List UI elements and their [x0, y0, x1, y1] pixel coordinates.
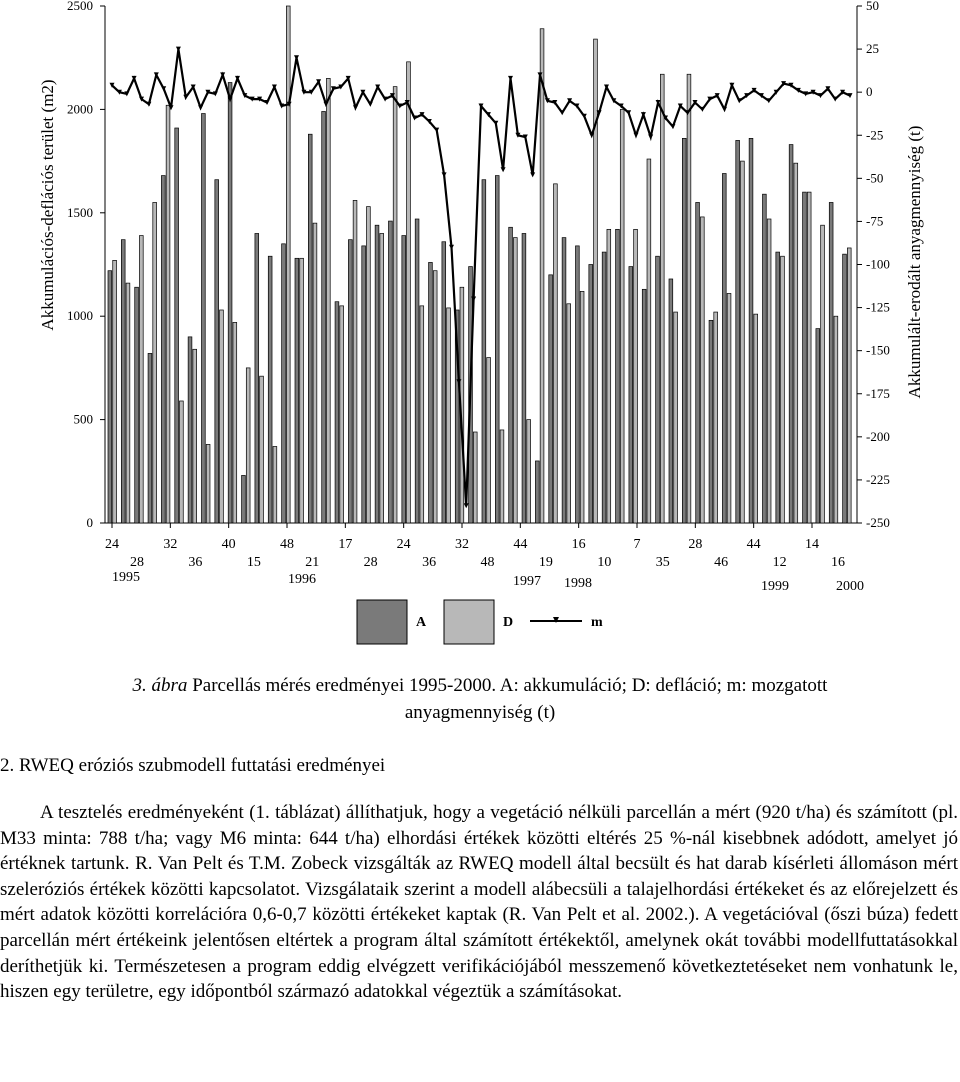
series-m-point	[508, 76, 513, 81]
y-right-tick-label: -50	[866, 170, 884, 186]
bar-d	[847, 248, 851, 523]
bar-a	[549, 275, 553, 523]
x-tick-label-row2: 10	[597, 555, 612, 570]
x-tick-label-row2: 15	[246, 555, 261, 570]
bar-a	[696, 202, 700, 523]
bar-d	[660, 74, 664, 523]
bar-d	[180, 401, 184, 523]
bar-a	[135, 287, 139, 523]
body-paragraph	[0, 800, 958, 1005]
bar-d	[233, 322, 237, 523]
year-label: 1995	[112, 570, 140, 585]
bar-a	[282, 244, 286, 523]
bar-a	[576, 246, 580, 523]
year-label: 1997	[513, 574, 541, 589]
bar-d	[220, 310, 224, 523]
bar-a	[215, 180, 219, 523]
bar-a	[308, 134, 312, 523]
bar-d	[554, 184, 558, 523]
bar-a	[749, 138, 753, 523]
y-right-tick-label: 25	[866, 41, 879, 57]
bar-a	[442, 242, 446, 523]
x-tick-label: 32	[455, 537, 469, 552]
bar-a	[616, 229, 620, 523]
bar-a	[295, 258, 299, 523]
series-m-point	[722, 107, 727, 112]
bar-a	[776, 252, 780, 523]
series-m-point	[442, 172, 447, 177]
series-m-point	[626, 110, 631, 115]
bar-a	[148, 353, 152, 523]
bar-a	[389, 221, 393, 523]
bar-a	[335, 302, 339, 523]
series-m-point	[700, 107, 705, 112]
x-tick-label-row2: 21	[305, 555, 320, 570]
bar-d	[300, 258, 304, 523]
year-label: 2000	[836, 579, 864, 594]
x-tick-label-row2: 36	[422, 555, 437, 570]
x-tick-label-row2: 28	[363, 555, 378, 570]
bar-d	[807, 192, 811, 523]
bar-d	[166, 105, 170, 523]
bar-d	[353, 200, 357, 523]
year-label: 1999	[761, 579, 789, 594]
x-tick-label-row2: 16	[831, 555, 845, 570]
bar-a	[402, 236, 406, 523]
x-tick-label: 28	[688, 537, 703, 552]
bar-d	[126, 283, 130, 523]
series-m-point	[493, 121, 498, 126]
y-right-tick-label: -175	[866, 385, 890, 401]
bar-a	[589, 265, 593, 524]
year-label: 1998	[564, 576, 592, 591]
bar-a	[255, 233, 259, 523]
series-m-point	[176, 47, 181, 52]
bar-d	[567, 304, 571, 523]
bar-d	[727, 293, 731, 523]
bar-a	[161, 176, 165, 523]
bar-d	[420, 306, 424, 523]
bar-a	[509, 227, 513, 523]
x-tick-label: 24	[396, 537, 411, 552]
bar-d	[153, 202, 157, 523]
bar-d	[487, 358, 491, 523]
bar-a	[495, 176, 499, 523]
bar-a	[121, 240, 125, 523]
x-tick-label-row2: 19	[538, 555, 553, 570]
x-tick-label-row2: 46	[714, 555, 729, 570]
y-right-tick-label: 50	[866, 0, 879, 13]
bar-d	[834, 316, 838, 523]
x-tick-label-row2: 12	[772, 555, 787, 570]
bar-d	[286, 6, 290, 523]
y-left-tick-label: 0	[86, 515, 93, 530]
series-m-point	[833, 97, 838, 102]
y-right-tick-label: -200	[866, 428, 890, 444]
series-m-point	[183, 95, 188, 100]
y-right-tick-label: -25	[866, 127, 884, 143]
y-right-tick-label: -225	[866, 471, 890, 487]
bar-a	[669, 279, 673, 523]
figure-label: 3. ábra	[132, 675, 188, 696]
bar-a	[629, 267, 633, 523]
legend-swatch-d	[444, 600, 494, 644]
bar-d	[246, 368, 250, 523]
bar-a	[709, 320, 713, 523]
bar-d	[500, 430, 504, 523]
bar-a	[375, 225, 379, 523]
bar-d	[674, 312, 678, 523]
bar-a	[482, 180, 486, 523]
bar-d	[206, 444, 210, 523]
series-m-point	[449, 245, 454, 250]
bar-a	[202, 114, 206, 523]
x-tick-label-row2: 48	[480, 555, 495, 570]
series-m-point	[634, 133, 639, 138]
bar-a	[722, 174, 726, 523]
series-m-point	[670, 124, 675, 129]
bar-a	[175, 128, 179, 523]
bar-a	[682, 138, 686, 523]
bar-a	[535, 461, 539, 523]
y-right-tick-label: -125	[866, 299, 890, 315]
bar-d	[607, 229, 611, 523]
bar-d	[714, 312, 718, 523]
section-heading: 2. RWEQ eróziós szubmodell futtatási eredményei	[0, 755, 386, 776]
bar-a	[736, 140, 740, 523]
y-left-tick-label: 500	[73, 411, 93, 427]
series-m-point	[501, 167, 506, 172]
series-m-point	[353, 105, 358, 110]
bar-d	[326, 78, 330, 523]
legend-swatch-a	[357, 600, 407, 644]
bar-d	[113, 260, 117, 523]
bar-d	[393, 87, 397, 523]
bar-a	[188, 337, 192, 523]
x-tick-label: 44	[513, 537, 528, 552]
y-left-tick-label: 2000	[67, 101, 93, 117]
bar-d	[193, 349, 197, 523]
y-right-tick-label: -250	[866, 515, 890, 530]
bar-d	[433, 271, 437, 523]
bar-a	[763, 194, 767, 523]
y-left-tick-label: 1000	[67, 308, 93, 324]
bar-d	[407, 62, 411, 523]
x-tick-label: 40	[221, 537, 236, 552]
bar-a	[415, 219, 419, 523]
legend	[357, 600, 603, 644]
y-left-tick-label: 1500	[67, 204, 93, 220]
bar-a	[242, 475, 246, 523]
bar-d	[273, 446, 277, 523]
series-m-point	[294, 55, 299, 60]
x-tick-label-row2: 35	[655, 555, 670, 570]
bar-a	[602, 252, 606, 523]
x-tick-label: 14	[805, 537, 819, 552]
bar-d	[313, 223, 317, 523]
series-m-point	[434, 128, 439, 133]
bar-d	[580, 291, 584, 523]
series-m-point	[648, 135, 653, 140]
bar-d	[821, 225, 825, 523]
year-label: 1996	[288, 572, 316, 587]
bar-d	[473, 432, 477, 523]
bar-d	[340, 306, 344, 523]
bar-d	[527, 420, 531, 523]
bar-d	[794, 163, 798, 523]
bar-a	[108, 271, 112, 523]
x-tick-label: 24	[105, 537, 119, 552]
bar-a	[362, 246, 366, 523]
bar-a	[522, 233, 526, 523]
y-right-tick-label: -150	[866, 342, 890, 358]
bar-a	[322, 111, 326, 523]
bar-a	[348, 240, 352, 523]
bar-d	[754, 314, 758, 523]
y-right-tick-label: -100	[866, 256, 890, 272]
y-right-tick-label: 0	[866, 84, 873, 100]
x-tick-label: 17	[338, 537, 353, 552]
series-m-point	[198, 105, 203, 110]
bar-a	[789, 145, 793, 523]
series-m-point	[368, 102, 373, 107]
bar-a	[829, 202, 833, 523]
bar-a	[642, 289, 646, 523]
bar-d	[513, 238, 517, 523]
x-tick-label-row2: 28	[130, 555, 144, 570]
bar-d	[367, 207, 371, 523]
legend-label-m: m	[591, 615, 603, 630]
bar-a	[816, 329, 820, 523]
bar-d	[260, 376, 264, 523]
bar-d	[620, 109, 624, 523]
bar-a	[268, 256, 272, 523]
series-m-point	[464, 503, 469, 508]
bar-a	[562, 238, 566, 523]
bar-d	[767, 219, 771, 523]
figure-caption-text: Parcellás mérés eredményei 1995-2000. A: akkumuláció; D: defláció; m: mozgatott anyagmennyiség (t)	[187, 675, 828, 723]
x-tick-label: 32	[163, 537, 178, 552]
y-left-axis-title: Akkumulációs-deflációs terület (m2)	[38, 79, 57, 331]
bar-a	[656, 256, 660, 523]
bar-d	[540, 29, 544, 523]
bar-a	[429, 262, 433, 523]
x-tick-label: 16	[571, 537, 586, 552]
bar-d	[700, 217, 704, 523]
y-right-axis-title: Akkumulált-erodált anyagmennyiség (t)	[905, 125, 924, 399]
bar-d	[781, 256, 785, 523]
x-tick-label: 44	[746, 537, 761, 552]
legend-label-d: D	[503, 615, 514, 630]
bar-d	[447, 308, 451, 523]
y-left-tick-label: 2500	[67, 0, 93, 13]
bar-d	[741, 161, 745, 523]
x-tick-label: 48	[280, 537, 294, 552]
series-m-point	[530, 172, 535, 177]
legend-label-a: A	[416, 615, 427, 630]
x-tick-label: 7	[633, 537, 641, 552]
bar-d	[139, 236, 143, 523]
bar-a	[228, 83, 232, 523]
bar-d	[687, 74, 691, 523]
y-right-tick-label: -75	[866, 213, 884, 229]
bar-a	[843, 254, 847, 523]
bar-d	[380, 233, 384, 523]
bar-d	[634, 229, 638, 523]
bar-d	[647, 159, 651, 523]
figure-caption	[80, 672, 880, 726]
body-paragraph-text: A tesztelés eredményeként (1. táblázat) állíthatjuk, hogy a vegetáció nélküli parcellán a mért (920 t/ha) és számított (pl. M33 minta: 788 t/ha; vagy M6 minta: 644 t/ha) elhordási értékek közötti eltérés 25 %-nál kisebbnek adódott, amelyet jó értéknek tartunk. R. Van Pelt és T.M. Zobeck vizsgálták az RWEQ modell által becsült és hat darab kísérleti állomáson mért szeleróziós értékek közötti kapcsolatot. Vizsgálataik szerint a modell alábecsüli a talajelhordási értékeket és az előrejelzett és mért adatok közötti korrelációra 0,6-0,7 közötti értékeket kaptak (R. Van Pelt et al. 2002.). A vegetációval (őszi búza) fedett parcellán mért értékeink jelentősen eltértek a program által számított értékektől, amelynek okát további modellfuttatásokkal deríthetjük ki. Természetesen a program eddig elvégzett verifikációjából messzemenő következtetéseket nem vonhatunk le, hiszen egy területre, egy időpontból származó adatokkal végeztük a számításokat.	[0, 802, 958, 1003]
x-tick-label-row2: 36	[188, 555, 203, 570]
bar-a	[803, 192, 807, 523]
series-m-point	[560, 110, 565, 115]
bar-d	[594, 39, 598, 523]
